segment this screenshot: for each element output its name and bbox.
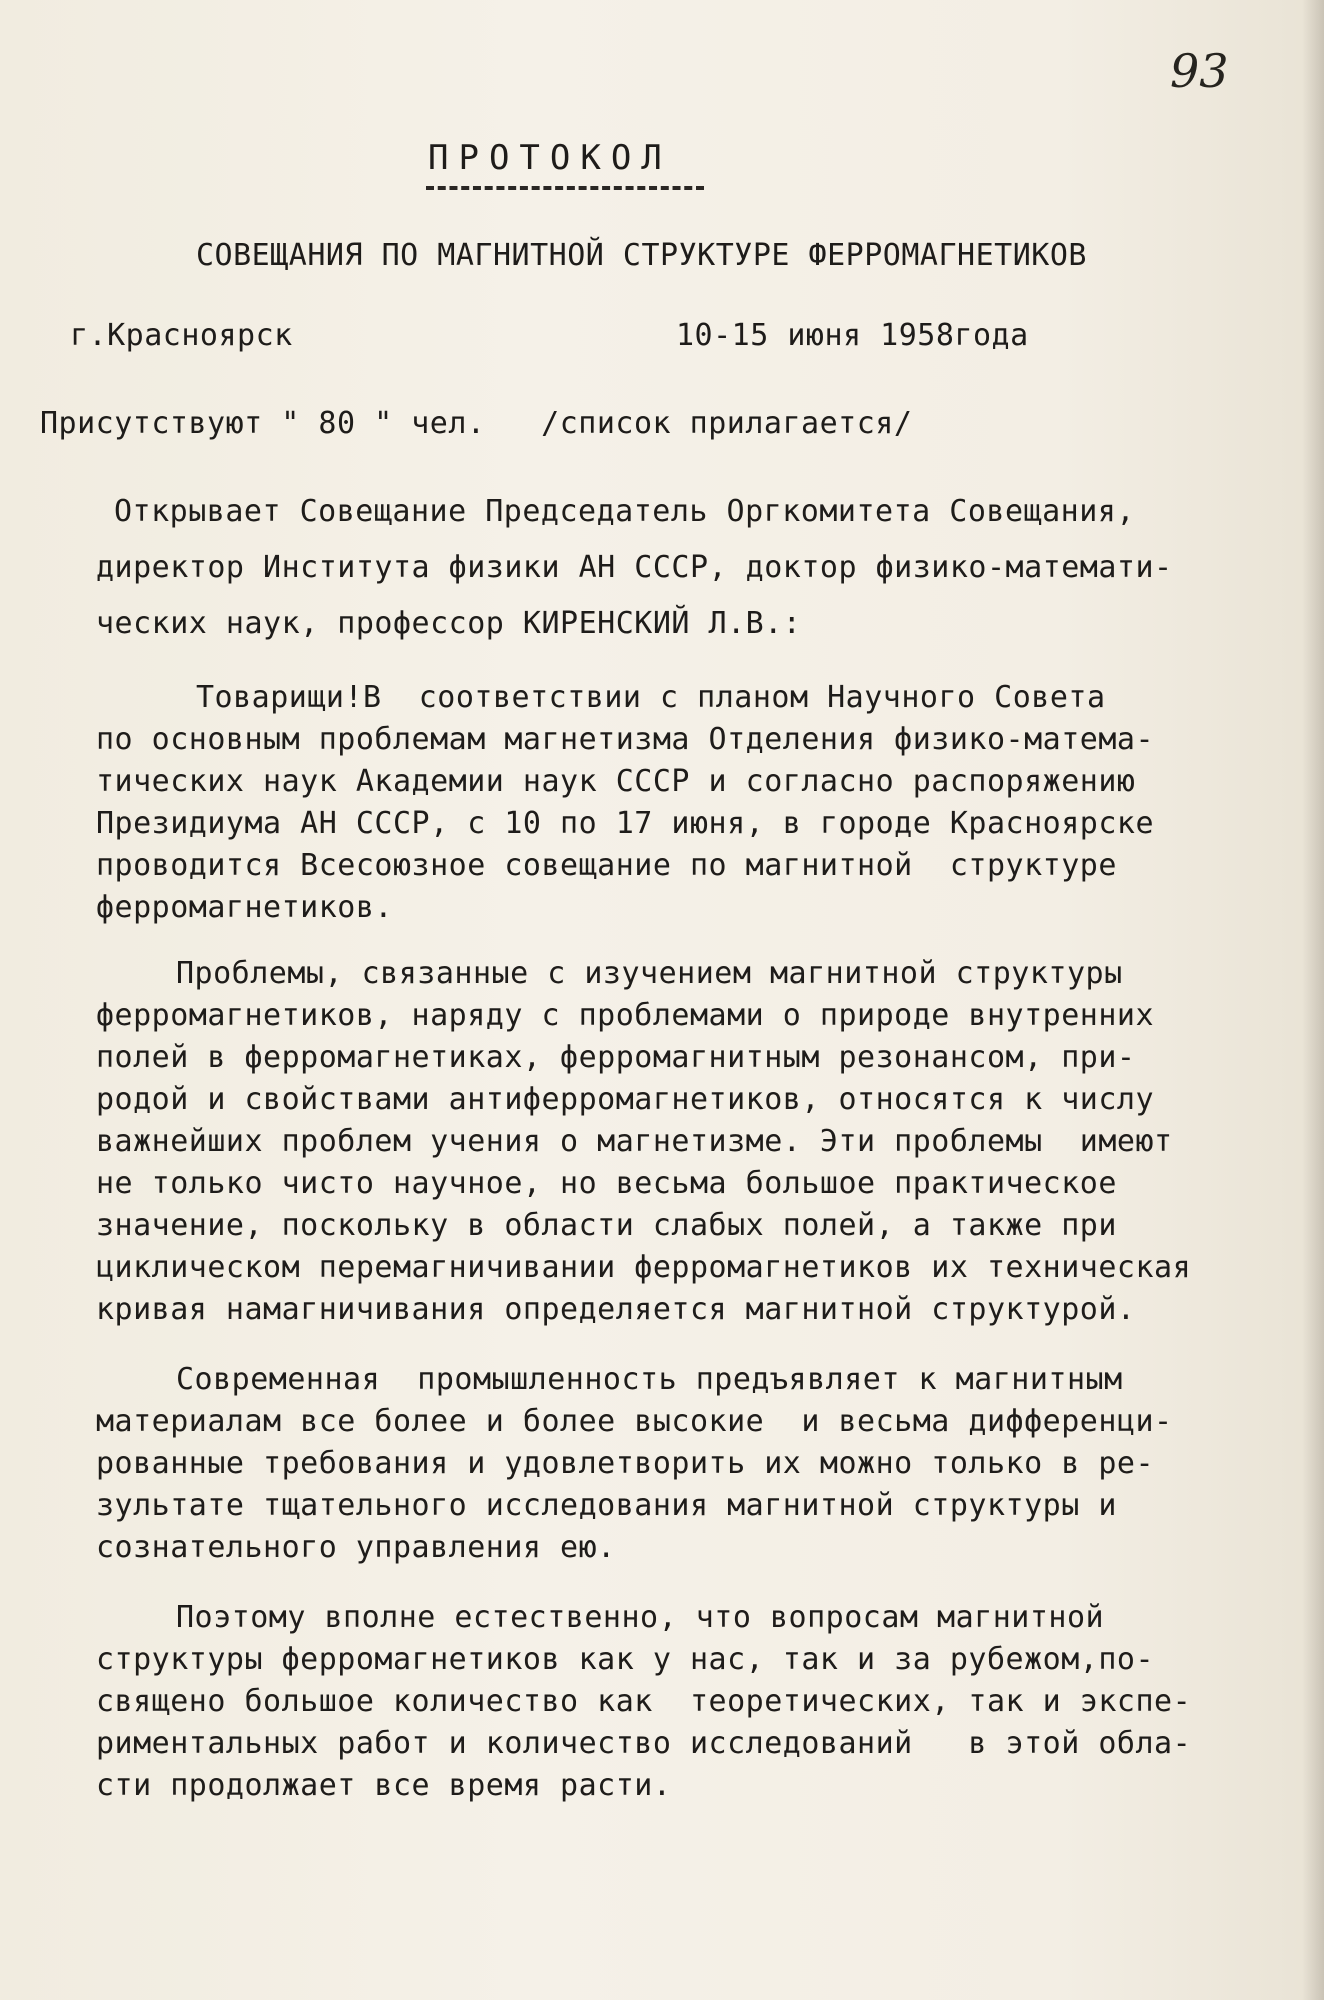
paragraph-3-line: сознательного управления ею. <box>96 1530 616 1565</box>
paragraph-1-line: ферромагнетиков. <box>96 890 393 925</box>
paragraph-1-line: проводится Всесоюзное совещание по магнитной структуре <box>96 848 1117 883</box>
paragraph-1-line: по основным проблемам магнетизма Отделения физико-матема- <box>96 722 1155 757</box>
paragraph-4-line: священо большое количество как теоретических, так и экспе- <box>96 1684 1192 1719</box>
paragraph-2-line: значение, поскольку в области слабых полей, а также при <box>96 1208 1117 1243</box>
attendance-line: Присутствуют " 80 " чел. /список прилагается/ <box>40 406 913 441</box>
paragraph-4-line: Поэтому вполне естественно, что вопросам магнитной <box>176 1600 1105 1635</box>
city-line: г.Красноярск <box>70 318 293 353</box>
paragraph-2-line: циклическом перемагничивании ферромагнетиков их техническая <box>96 1250 1192 1285</box>
document-subtitle: СОВЕЩАНИЯ ПО МАГНИТНОЙ СТРУКТУРЕ ФЕРРОМАГНЕТИКОВ <box>196 238 1087 273</box>
paragraph-2-line: ферромагнетиков, наряду с проблемами о природе внутренних <box>96 998 1155 1033</box>
document-title: ПРОТОКОЛ <box>428 138 672 178</box>
paragraph-2-line: родой и свойствами антиферромагнетиков, относятся к числу <box>96 1082 1155 1117</box>
paragraph-2-line: важнейших проблем учения о магнетизме. Эти проблемы имеют <box>96 1124 1173 1159</box>
paragraph-2-line: не только чисто научное, но весьма большое практическое <box>96 1166 1117 1201</box>
title-underline <box>426 186 704 190</box>
paragraph-3-line: Современная промышленность предъявляет к магнитным <box>176 1362 1123 1397</box>
opening-line: ческих наук, профессор КИРЕНСКИЙ Л.В.: <box>96 606 802 641</box>
opening-line: директор Института физики АН СССР, доктор физико-математи- <box>96 550 1173 585</box>
paragraph-2-line: кривая намагничивания определяется магнитной структурой. <box>96 1292 1136 1327</box>
paragraph-3-line: зультате тщательного исследования магнитной структуры и <box>96 1488 1117 1523</box>
opening-line: Открывает Совещание Председатель Оргкомитета Совещания, <box>114 494 1135 529</box>
paragraph-3-line: рованные требования и удовлетворить их можно только в ре- <box>96 1446 1155 1481</box>
paragraph-2-line: полей в ферромагнетиках, ферромагнитным резонансом, при- <box>96 1040 1136 1075</box>
paragraph-3-line: материалам все более и более высокие и весьма дифференци- <box>96 1404 1173 1439</box>
paragraph-1-line: Президиума АН СССР, с 10 по 17 июня, в городе Красноярске <box>96 806 1155 841</box>
page-number: 93 <box>1170 44 1229 98</box>
paragraph-4-line: сти продолжает все время расти. <box>96 1768 672 1803</box>
date-line: 10-15 июня 1958года <box>676 318 1029 353</box>
paragraph-4-line: структуры ферромагнетиков как у нас, так и за рубежом,по- <box>96 1642 1155 1677</box>
paragraph-2-line: Проблемы, связанные с изучением магнитной структуры <box>176 956 1123 991</box>
paragraph-4-line: риментальных работ и количество исследований в этой обла- <box>96 1726 1192 1761</box>
page-edge-shadow <box>1302 0 1324 2000</box>
paragraph-1-line: Товарищи!В соответствии с планом Научного Совета <box>196 680 1106 715</box>
paragraph-1-line: тических наук Академии наук СССР и согласно распоряжению <box>96 764 1136 799</box>
